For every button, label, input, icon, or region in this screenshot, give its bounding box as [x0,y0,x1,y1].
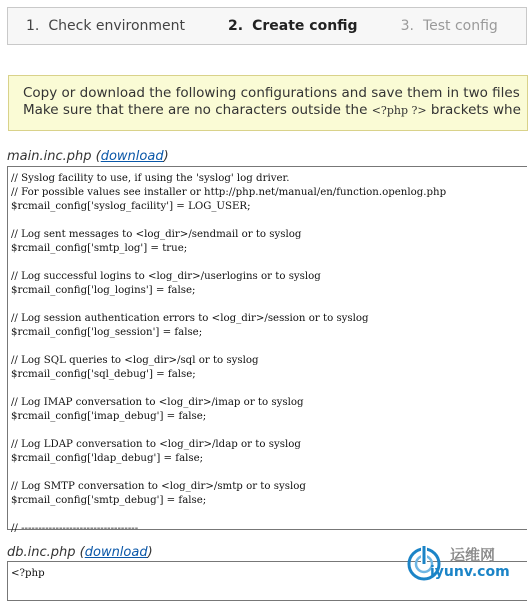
notice-line-2 [23,102,527,119]
notice-text: brackets whe [426,102,521,118]
main-config-content: // Syslog facility to use, if using the 'syslog' log driver. // For possible values see installer or http://php.net/manual/en/function.openlog.php $rcmail_config['syslog_facility'] = LOG_USER; // Log sent messages to <log_dir>/sendmail or to syslog $rcmail_config['smtp_log'] = true; // Log successful logins to <log_dir>/userlogins or to syslog $rcmail_config['log_logins'] = false; // Log session authentication errors to <log_dir>/session or to syslog $rcmail_config['log_session'] = false; // Log SQL queries to <log_dir>/sql or to syslog $rcmail_config['sql_debug'] = false; // Log IMAP conversation to <log_dir>/imap or to syslog $rcmail_config['imap_debug'] = false; // Log LDAP conversation to <log_dir>/ldap or to syslog $rcmail_config['ldap_debug'] = false; // Log SMTP conversation to <log_dir>/smtp or to syslog $rcmail_config['smtp_debug'] = false; // ---------------------------------- [11,173,447,534]
main-config-download-link[interactable]: download [100,149,164,164]
db-config-label: db.inc.php (download) [7,545,153,560]
watermark [404,540,512,590]
notice-line-1: Copy or download the following configurations and save them in two files [23,85,520,101]
watermark-cn: 运维网 [450,546,496,564]
db-config-download-link[interactable]: download [84,545,148,560]
main-config-textarea[interactable] [7,166,527,534]
step-check-environment [26,18,185,34]
step-number: 1. [26,18,40,34]
notice-box [8,75,528,131]
step-number: 3. [400,18,414,34]
step-label: Create config [252,18,358,34]
step-test-config [401,18,498,34]
watermark-en: iyunv.com [430,564,510,580]
main-config-filename: main.inc.php [7,149,92,164]
db-config-filename: db.inc.php [7,545,76,560]
step-label: Check environment [48,18,186,34]
php-tag-code: <?php ?> [371,104,427,117]
step-create-config [228,18,358,34]
step-label: Test config [422,18,498,34]
step-number: 2. [228,18,244,34]
notice-text: Make sure that there are no characters outside the [23,102,372,118]
main-config-label: main.inc.php (download) [7,149,169,164]
wizard-steps [7,7,527,45]
db-config-content: <?php [11,568,45,579]
